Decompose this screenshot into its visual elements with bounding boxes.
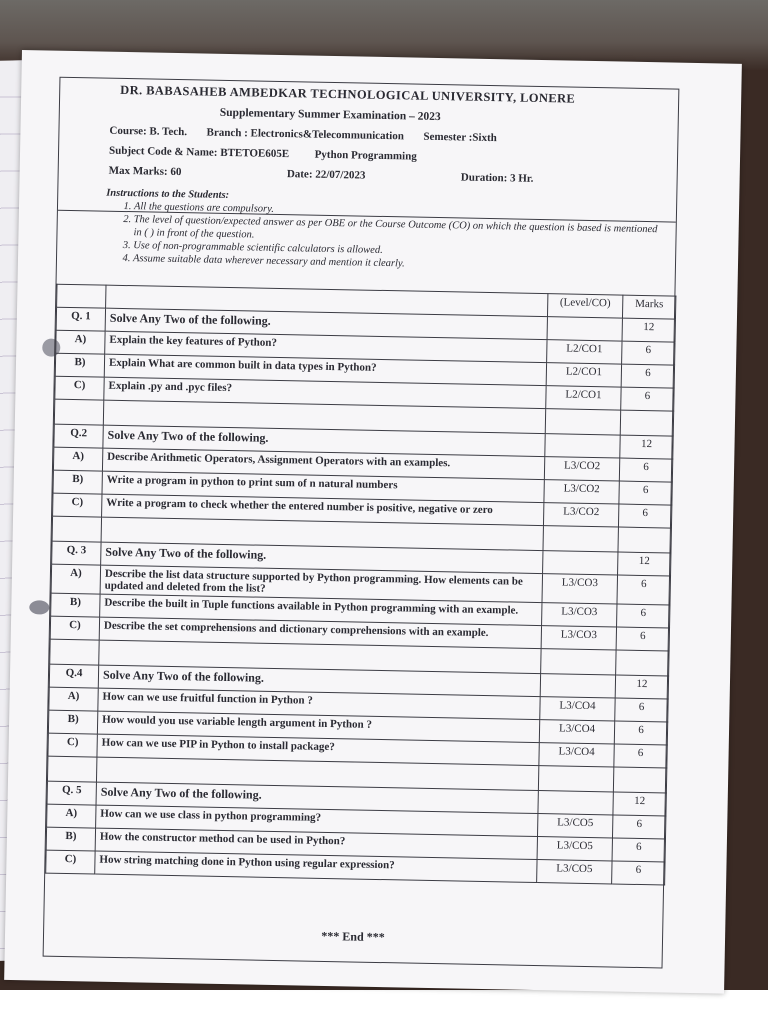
level-co: L2/CO1 <box>546 363 621 387</box>
question-number: Q. 1 <box>56 307 105 331</box>
subject-line <box>109 145 417 163</box>
instruction-item: 1. All the questions are compulsory. <box>134 200 666 223</box>
marks-header: Marks <box>622 295 675 319</box>
sub-question-text: How would you use variable length argument in Python ? <box>97 711 539 742</box>
end-marker: *** End *** <box>321 928 385 945</box>
question-marks: 12 <box>620 435 673 459</box>
sub-question-label: A) <box>49 687 98 711</box>
sub-question-marks: 6 <box>612 815 665 839</box>
level-co: L3/CO2 <box>543 503 618 527</box>
sub-question-label: C) <box>50 616 99 640</box>
level-co: L2/CO1 <box>546 386 621 410</box>
sub-question-text: How can we use fruitful function in Python ? <box>98 688 540 719</box>
course-line <box>109 125 497 144</box>
instructions-heading: Instructions to the Students: <box>106 187 230 202</box>
background-bottom <box>0 990 768 1024</box>
instructions <box>105 187 666 276</box>
sub-question-marks: 6 <box>618 504 671 528</box>
level-co: L3/CO2 <box>544 480 619 504</box>
sub-question-marks: 6 <box>621 387 674 411</box>
sub-question-text: Describe the set comprehensions and dictionary comprehensions with an example. <box>99 617 541 648</box>
sub-question-text: Describe Arithmetic Operators, Assignment Operators with an examples. <box>102 448 544 479</box>
level-co: L2/CO1 <box>547 340 622 364</box>
level-co: L3/CO3 <box>541 626 616 650</box>
question-marks: 12 <box>618 552 671 576</box>
level-co: L3/CO5 <box>537 814 612 838</box>
subject-name: Python Programming <box>314 148 417 163</box>
sub-question-label: C) <box>48 733 97 757</box>
sub-question-text: Explain the key features of Python? <box>105 331 547 362</box>
question-title: Solve Any Two of the following. <box>103 425 545 456</box>
paper-header <box>58 78 678 270</box>
question-number: Q. 3 <box>52 541 101 565</box>
sub-question-text: Write a program to check whether the entered number is positive, negative or zero <box>102 494 544 525</box>
sub-question-marks: 6 <box>614 721 667 745</box>
sub-question-label: C) <box>53 493 102 517</box>
questions-table <box>45 284 676 886</box>
sub-question-marks: 6 <box>615 698 668 722</box>
sub-question-label: A) <box>53 447 102 471</box>
question-paper <box>4 50 742 994</box>
question-number: Q. 5 <box>47 781 96 805</box>
sub-question-label: A) <box>56 330 105 354</box>
sub-question-marks: 6 <box>621 364 674 388</box>
level-co-header: (Level/CO) <box>547 294 622 318</box>
sub-question-label: A) <box>51 564 101 594</box>
level-co: L3/CO5 <box>537 860 612 884</box>
sub-question-text: Explain What are common built in data types in Python? <box>104 354 546 385</box>
level-co: L3/CO4 <box>539 743 614 767</box>
instruction-item: 3. Use of non-programmable scientific calculators is allowed. <box>133 239 665 262</box>
question-number: Q.2 <box>54 424 103 448</box>
university-name: DR. BABASAHEB AMBEDKAR TECHNOLOGICAL UNIVERSITY, LONERE <box>120 82 576 106</box>
sub-question-text: Write a program in python to print sum of n natural numbers <box>102 471 544 502</box>
level-co: L3/CO4 <box>540 697 615 721</box>
question-marks: 12 <box>615 675 668 699</box>
level-co: L3/CO2 <box>544 457 619 481</box>
sub-question-text: How string matching done in Python using regular expression? <box>95 851 537 882</box>
level-co: L3/CO3 <box>542 574 618 604</box>
sub-question-text: How can we use PIP in Python to install package? <box>97 734 539 765</box>
instruction-item: 2. The level of question/expected answer as per OBE or the Course Outcome (CO) on which the question is based is mentioned in ( ) in front of the question. <box>133 213 665 249</box>
sub-question-marks: 6 <box>612 838 665 862</box>
question-title: Solve Any Two of the following. <box>98 665 540 696</box>
question-marks: 12 <box>613 792 666 816</box>
sub-question-marks: 6 <box>622 341 675 365</box>
sub-question-text: Explain .py and .pyc files? <box>104 377 546 408</box>
course: Course: B. Tech. <box>109 124 188 139</box>
sub-question-marks: 6 <box>619 481 672 505</box>
instruction-item: 4. Assume suitable data wherever necessary and mention it clearly. <box>133 252 665 275</box>
paper-border <box>43 77 680 969</box>
subject-code: Subject Code & Name: BTETOE605E <box>108 144 290 161</box>
sub-question-marks: 6 <box>616 627 669 651</box>
level-co: L3/CO4 <box>539 720 614 744</box>
punch-hole <box>29 600 49 614</box>
question-marks: 12 <box>622 318 675 342</box>
question-number: Q.4 <box>49 664 98 688</box>
level-co: L3/CO3 <box>542 603 617 627</box>
sub-question-text: How can we use class in python programming? <box>96 805 538 836</box>
semester: Semester :Sixth <box>423 130 497 145</box>
question-title: Solve Any Two of the following. <box>96 782 538 813</box>
sub-question-label: B) <box>48 710 97 734</box>
sub-question-label: A) <box>47 804 96 828</box>
sub-question-text: Describe the list data structure supported by Python programming. How elements can be updated and deleted from the list? <box>100 565 542 602</box>
exam-date: Date: 22/07/2023 <box>286 168 366 182</box>
sub-question-label: C) <box>55 376 104 400</box>
level-co: L3/CO5 <box>537 837 612 861</box>
sub-question-text: How the constructor method can be used in Python? <box>95 828 537 859</box>
sub-question-label: C) <box>46 850 95 874</box>
sub-question-marks: 6 <box>612 861 665 885</box>
sub-question-marks: 6 <box>614 744 667 768</box>
sub-question-label: B) <box>53 470 102 494</box>
max-marks: Max Marks: 60 <box>108 164 182 179</box>
question-title: Solve Any Two of the following. <box>105 308 547 339</box>
question-title: Solve Any Two of the following. <box>101 542 543 573</box>
sub-question-label: B) <box>55 353 104 377</box>
sub-question-marks: 6 <box>619 458 672 482</box>
exam-title: Supplementary Summer Examination – 2023 <box>219 106 441 124</box>
sub-question-marks: 6 <box>617 604 670 628</box>
sub-question-text: Describe the built in Tuple functions available in Python programming with an example. <box>100 594 542 625</box>
sub-question-marks: 6 <box>617 575 671 605</box>
duration: Duration: 3 Hr. <box>460 171 534 185</box>
marks-line <box>109 165 534 185</box>
sub-question-label: B) <box>46 827 95 851</box>
sub-question-label: B) <box>51 593 100 617</box>
branch: Branch : Electronics&Telecommunication <box>206 126 405 143</box>
